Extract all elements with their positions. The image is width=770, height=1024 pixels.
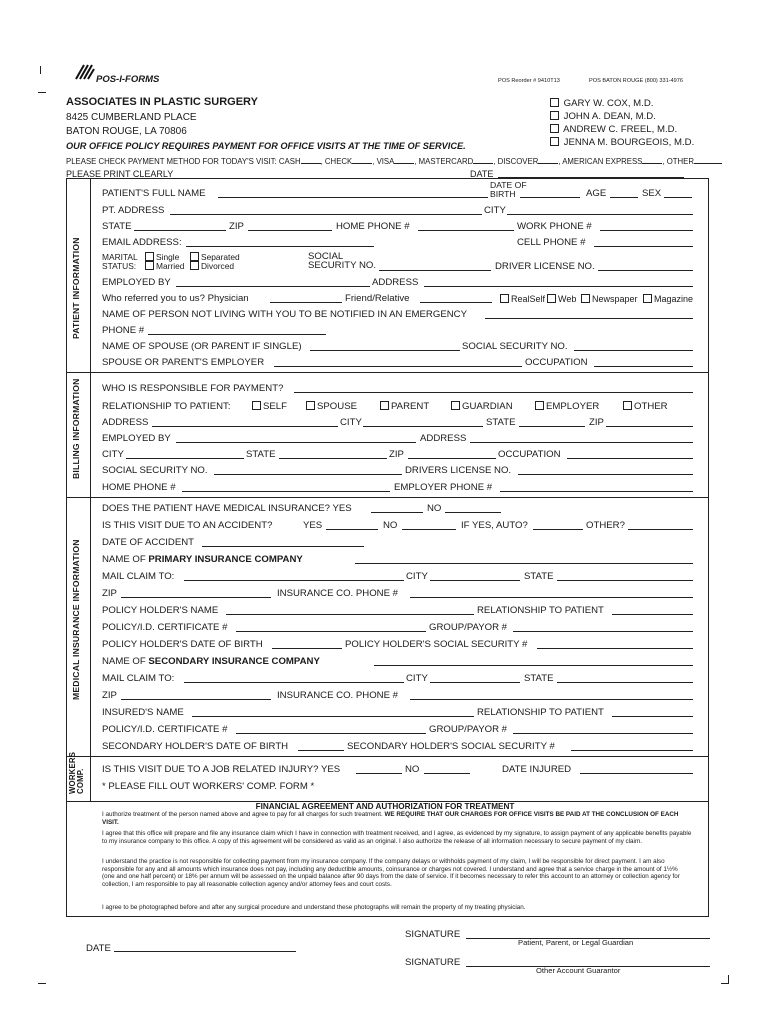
- marital-separated-checkbox[interactable]: [190, 252, 199, 261]
- form-date-label: DATE: [470, 169, 494, 179]
- agreement-paragraph-3: I understand the practice is not responsible for collecting payment from my insurance company. If the company delays or withholds payment of my claim, I will be responsible for direct payment. I am also responsible for any and all amounts which insurance does not pay, including any deductible amounts, coinsurance or charges not covered. I understand and agree that a service charge in the amount of 1½% (one and one half percent) or 18% per annum will be assessed on the unpaid balance after 90 days from the date of service. If it becomes necessary to refer this account to an attorney or collection agency for collection, I am responsible to pay all reasonable collection agency and/or attorney fees and court costs.: [102, 858, 680, 888]
- section-divider: [66, 372, 708, 373]
- rel-other-checkbox[interactable]: [623, 401, 632, 410]
- ssn-field[interactable]: [379, 270, 491, 271]
- magazine-label: Magazine: [654, 294, 694, 304]
- billing-address-field[interactable]: [152, 426, 338, 427]
- section-divider-vertical: [90, 178, 91, 801]
- email-field[interactable]: [186, 246, 374, 247]
- primary-city-label: CITY: [406, 571, 428, 582]
- spouse-ssn-label: SOCIAL SECURITY NO.: [462, 341, 568, 352]
- payment-cash-label: CASH: [278, 157, 301, 166]
- holder-dob-field[interactable]: [272, 648, 342, 649]
- job-injury-no-label: NO: [405, 764, 420, 775]
- age-field[interactable]: [610, 197, 638, 198]
- accident-no-field[interactable]: [402, 529, 456, 530]
- section-label-patient: PATIENT INFORMATION: [71, 237, 81, 339]
- work-phone-field[interactable]: [600, 230, 693, 231]
- employed-by-label: EMPLOYED BY: [102, 277, 171, 288]
- holder-dob-label: POLICY HOLDER'S DATE OF BIRTH: [102, 639, 263, 650]
- spouse-ssn-field[interactable]: [574, 350, 693, 351]
- payment-cash-blank[interactable]: [301, 163, 321, 164]
- accident-other-label: OTHER?: [586, 520, 625, 531]
- sec-holder-ssn-field[interactable]: [571, 750, 693, 751]
- practice-name: ASSOCIATES IN PLASTIC SURGERY: [66, 96, 258, 108]
- sec-holder-ssn-label: SECONDARY HOLDER'S SOCIAL SECURITY #: [347, 741, 555, 752]
- patient-full-name-label: PATIENT'S FULL NAME: [102, 188, 206, 199]
- pt-state-label: STATE: [102, 221, 132, 232]
- sec-holder-dob-label: SECONDARY HOLDER'S DATE OF BIRTH: [102, 741, 289, 752]
- realself-label: RealSelf: [511, 294, 546, 304]
- marital-divorced-checkbox[interactable]: [190, 261, 199, 270]
- primary-zip-label: ZIP: [102, 588, 117, 599]
- referred-by-label: Who referred you to us? Physician: [102, 293, 249, 304]
- rel-self-label: SELF: [263, 401, 287, 412]
- referred-physician-field[interactable]: [270, 302, 342, 303]
- emergency-phone-field[interactable]: [148, 334, 326, 335]
- web-label: Web: [558, 294, 577, 304]
- section-label-workers: WORKERS COMP.: [68, 751, 85, 794]
- section-label-insurance: MEDICAL INSURANCE INFORMATION: [71, 539, 81, 700]
- agreement-paragraph-2: I agree that this office will prepare and file any insurance claim which I have in connection with treatment received, and I agree, as evidenced by my signature, to assign payment of any applicable benefits payable to my insurance company to this office. A copy of this agreement will be considered as valid as an original. I also authorize the release of all information necessary to secure payment of my claim.: [102, 830, 692, 845]
- secondary-insurance-field[interactable]: [374, 665, 693, 666]
- insured-relationship-label: RELATIONSHIP TO PATIENT: [477, 707, 604, 718]
- rel-other-label: OTHER: [634, 401, 668, 412]
- primary-insurance-label: [102, 554, 303, 566]
- employed-by-field[interactable]: [176, 286, 370, 287]
- email-label: EMAIL ADDRESS:: [102, 237, 182, 248]
- secondary-ins-phone-label: INSURANCE CO. PHONE #: [277, 690, 399, 701]
- sec-holder-dob-field[interactable]: [298, 750, 344, 751]
- primary-state-field[interactable]: [557, 580, 693, 581]
- secondary-group-field[interactable]: [513, 733, 693, 734]
- rel-guardian: [451, 401, 513, 413]
- if-yes-auto-label: IF YES, AUTO?: [461, 520, 528, 531]
- marital-married-checkbox[interactable]: [145, 261, 154, 270]
- marital-separated-label: Separated: [201, 252, 240, 262]
- pt-zip-label: ZIP: [229, 221, 244, 232]
- billing-dl-label: DRIVERS LICENSE NO.: [405, 465, 512, 476]
- secondary-zip-label: ZIP: [102, 690, 117, 701]
- rel-parent: [380, 401, 429, 413]
- cell-phone-field[interactable]: [594, 246, 693, 247]
- signature-caption-2: Other Account Guarantor: [536, 966, 621, 975]
- practice-city: BATON ROUGE, LA 70806: [66, 126, 187, 137]
- signature-caption-1: Patient, Parent, or Legal Guardian: [518, 938, 634, 947]
- section-label-billing: BILLING INFORMATION: [71, 378, 81, 479]
- workers-comp-note: * PLEASE FILL OUT WORKERS' COMP. FORM *: [102, 781, 315, 792]
- signature-date-field[interactable]: [114, 951, 296, 952]
- billing-home-phone-field[interactable]: [182, 491, 390, 492]
- billing-ssn-field[interactable]: [214, 474, 402, 475]
- pt-city-label: CITY: [484, 205, 506, 216]
- accident-other-field[interactable]: [628, 529, 693, 530]
- referral-newspaper: [581, 293, 638, 305]
- secondary-city-label: CITY: [406, 673, 428, 684]
- accident-label: IS THIS VISIT DUE TO AN ACCIDENT?: [102, 520, 273, 531]
- secondary-city-field[interactable]: [430, 682, 520, 683]
- date-injured-field[interactable]: [580, 773, 693, 774]
- work-phone-label: WORK PHONE #: [517, 221, 592, 232]
- doctor-item: [550, 98, 653, 110]
- billing-employed-by-field[interactable]: [176, 442, 416, 443]
- crop-mark: [38, 92, 46, 93]
- payment-mastercard-blank[interactable]: [473, 163, 493, 164]
- secondary-policy-cert-field[interactable]: [236, 733, 426, 734]
- date-accident-label: DATE OF ACCIDENT: [102, 537, 195, 548]
- home-phone-field[interactable]: [418, 230, 514, 231]
- billing-city-field[interactable]: [363, 426, 483, 427]
- home-phone-label: HOME PHONE #: [336, 221, 410, 232]
- pos-contact: POS BATON ROUGE (800) 331-4976: [589, 78, 683, 84]
- secondary-insurance-title: SECONDARY INSURANCE COMPANY: [148, 656, 320, 667]
- doctor-name: GARY W. COX, M.D.: [563, 98, 654, 109]
- primary-policy-cert-label: POLICY/I.D. CERTIFICATE #: [102, 622, 228, 633]
- holder-name-label: POLICY HOLDER'S NAME: [102, 605, 219, 616]
- rel-parent-checkbox[interactable]: [380, 401, 389, 410]
- reorder-number: POS Reorder # 9410T13: [498, 78, 560, 84]
- secondary-ins-phone-field[interactable]: [410, 699, 693, 700]
- payment-other-label: , OTHER: [662, 157, 695, 166]
- job-injury-label: IS THIS VISIT DUE TO A JOB RELATED INJURY? YES: [102, 764, 341, 775]
- referred-friend-label: Friend/Relative: [345, 293, 410, 304]
- billing-employer-phone-field[interactable]: [500, 491, 693, 492]
- spouse-employer-label: SPOUSE OR PARENT'S EMPLOYER: [102, 357, 265, 368]
- secondary-group-label: GROUP/PAYOR #: [429, 724, 508, 735]
- billing-zip-label: ZIP: [589, 417, 604, 428]
- primary-mail-claim-field[interactable]: [184, 580, 404, 581]
- doctor-item: [550, 111, 656, 123]
- spouse-name-label: NAME OF SPOUSE (OR PARENT IF SINGLE): [102, 341, 302, 352]
- payment-prompt: PLEASE CHECK PAYMENT METHOD FOR TODAY'S VISIT:: [66, 157, 277, 166]
- marital-married: [145, 261, 184, 271]
- sex-label: SEX: [642, 188, 662, 199]
- realself-checkbox[interactable]: [500, 294, 509, 303]
- age-label: AGE: [586, 188, 607, 199]
- billing-zip-field[interactable]: [606, 426, 693, 427]
- billing-state-label: STATE: [486, 417, 516, 428]
- primary-ins-phone-field[interactable]: [410, 597, 693, 598]
- job-injury-yes-field[interactable]: [356, 773, 402, 774]
- holder-name-field[interactable]: [226, 614, 474, 615]
- billing-dl-field[interactable]: [518, 474, 693, 475]
- practice-street: 8425 CUMBERLAND PLACE: [66, 112, 197, 123]
- crop-mark: [38, 983, 46, 984]
- marital-divorced: [190, 261, 234, 271]
- spouse-employer-field[interactable]: [274, 366, 522, 367]
- primary-city-field[interactable]: [430, 580, 520, 581]
- office-policy: OUR OFFICE POLICY REQUIRES PAYMENT FOR OFFICE VISITS AT THE TIME OF SERVICE.: [66, 141, 466, 151]
- name-of-label: NAME OF: [102, 554, 146, 565]
- rel-parent-label: PARENT: [391, 401, 430, 412]
- billing-employer-phone-label: EMPLOYER PHONE #: [394, 482, 493, 493]
- rel-guardian-label: GUARDIAN: [462, 401, 513, 412]
- billing-emp-address-label: ADDRESS: [420, 433, 467, 444]
- referral-realself: [500, 293, 545, 305]
- primary-ins-phone-label: INSURANCE CO. PHONE #: [277, 588, 399, 599]
- billing-state2-field[interactable]: [279, 458, 387, 459]
- emergency-contact-label: NAME OF PERSON NOT LIVING WITH YOU TO BE NOTIFIED IN AN EMERGENCY: [102, 309, 467, 320]
- payment-visa-blank[interactable]: [394, 163, 414, 164]
- pos-logo: [75, 64, 95, 85]
- doctor-item: [550, 124, 677, 136]
- spouse-occupation-field[interactable]: [594, 366, 693, 367]
- marital-single-checkbox[interactable]: [145, 252, 154, 261]
- signature-date-label: DATE: [86, 943, 111, 954]
- responsible-party-field[interactable]: [294, 392, 693, 393]
- payment-amex-label: , AMERICAN EXPRESS: [558, 157, 643, 166]
- payment-other-blank[interactable]: [694, 163, 722, 164]
- emergency-contact-field[interactable]: [485, 318, 693, 319]
- payment-amex-blank[interactable]: [642, 163, 662, 164]
- holder-ssn-field[interactable]: [537, 648, 693, 649]
- billing-occupation-label: OCCUPATION: [498, 449, 561, 460]
- holder-ssn-label: POLICY HOLDER'S SOCIAL SECURITY #: [345, 639, 528, 650]
- date-injured-label: DATE INJURED: [502, 764, 572, 775]
- billing-state-field[interactable]: [519, 426, 585, 427]
- referral-web: [547, 293, 576, 305]
- billing-relationship-label: RELATIONSHIP TO PATIENT:: [102, 401, 231, 412]
- pt-address-label: PT. ADDRESS: [102, 205, 165, 216]
- primary-group-field[interactable]: [513, 631, 693, 632]
- print-clearly: PLEASE PRINT CLEARLY: [66, 169, 174, 179]
- accident-no-label: NO: [383, 520, 398, 531]
- crop-mark: [728, 975, 729, 983]
- signature-label-1: SIGNATURE: [405, 929, 461, 940]
- billing-zip2-label: ZIP: [389, 449, 404, 460]
- pt-zip-field[interactable]: [248, 230, 332, 231]
- pt-address-field[interactable]: [170, 214, 482, 215]
- doctor-item: [550, 137, 694, 149]
- pt-state-field[interactable]: [134, 230, 226, 231]
- web-checkbox[interactable]: [547, 294, 556, 303]
- accident-yes-label: YES: [303, 520, 323, 531]
- insured-name-field[interactable]: [192, 716, 474, 717]
- crop-mark: [40, 66, 41, 74]
- primary-insurance-field[interactable]: [355, 563, 693, 564]
- date-accident-field[interactable]: [202, 546, 364, 547]
- rel-spouse: [306, 401, 357, 413]
- secondary-zip-field[interactable]: [121, 699, 271, 700]
- rel-guardian-checkbox[interactable]: [451, 401, 460, 410]
- drivers-license-field[interactable]: [598, 270, 693, 271]
- primary-state-label: STATE: [524, 571, 554, 582]
- has-insurance-no-field[interactable]: [445, 512, 501, 513]
- primary-group-label: GROUP/PAYOR #: [429, 622, 508, 633]
- secondary-mail-claim-label: MAIL CLAIM TO:: [102, 673, 175, 684]
- auto-field[interactable]: [533, 529, 583, 530]
- cell-phone-label: CELL PHONE #: [517, 237, 586, 248]
- patient-full-name-field[interactable]: [218, 197, 488, 198]
- newspaper-checkbox[interactable]: [581, 294, 590, 303]
- billing-occupation-field[interactable]: [567, 458, 693, 459]
- accident-yes-field[interactable]: [326, 529, 378, 530]
- secondary-mail-claim-field[interactable]: [184, 682, 404, 683]
- payment-discover-blank[interactable]: [538, 163, 558, 164]
- rel-spouse-checkbox[interactable]: [306, 401, 315, 410]
- billing-city-label: CITY: [340, 417, 362, 428]
- payment-discover-label: , DISCOVER: [493, 157, 539, 166]
- primary-insurance-title: PRIMARY INSURANCE COMPANY: [148, 554, 303, 565]
- pt-city-field[interactable]: [507, 214, 693, 215]
- agreement-p1-text: I authorize treatment of the person named above and agree to pay for all charges for such treatment.: [102, 811, 385, 818]
- holder-relationship-label: RELATIONSHIP TO PATIENT: [477, 605, 604, 616]
- crop-mark: [721, 983, 729, 984]
- has-insurance-no-label: NO: [427, 503, 442, 514]
- magazine-checkbox[interactable]: [643, 294, 652, 303]
- billing-state2-label: STATE: [246, 449, 276, 460]
- payment-visa-label: , VISA: [372, 157, 395, 166]
- rel-other: [623, 401, 668, 413]
- ssn-label: SOCIAL SECURITY NO.: [308, 251, 377, 271]
- agreement-paragraph-4: I agree to be photographed before and after any surgical procedure and understand these photographs will remain the property of my treating physician.: [102, 904, 526, 911]
- section-divider: [66, 497, 708, 498]
- section-divider: [66, 756, 708, 757]
- doctor-checkbox[interactable]: [550, 137, 559, 146]
- sex-field[interactable]: [664, 197, 692, 198]
- job-injury-no-field[interactable]: [424, 773, 470, 774]
- referred-friend-field[interactable]: [420, 302, 492, 303]
- billing-emp-address-field[interactable]: [470, 442, 693, 443]
- secondary-state-label: STATE: [524, 673, 554, 684]
- has-insurance-label: DOES THE PATIENT HAVE MEDICAL INSURANCE? YES: [102, 503, 352, 514]
- primary-mail-claim-label: MAIL CLAIM TO:: [102, 571, 175, 582]
- marital-single-label: Single: [156, 252, 180, 262]
- employer-address-label: ADDRESS: [372, 277, 419, 288]
- agreement-p1-bold: WE REQUIRE THAT OUR CHARGES FOR OFFICE VISITS BE PAID AT THE CONCLUSION OF EACH VISIT.: [102, 811, 679, 826]
- secondary-insurance-label: [102, 656, 320, 668]
- billing-city2-field[interactable]: [126, 458, 244, 459]
- billing-home-phone-label: HOME PHONE #: [102, 482, 176, 493]
- drivers-license-label: DRIVER LICENSE NO.: [495, 261, 595, 272]
- secondary-policy-cert-label: POLICY/I.D. CERTIFICATE #: [102, 724, 228, 735]
- rel-employer-checkbox[interactable]: [535, 401, 544, 410]
- holder-relationship-field[interactable]: [612, 614, 693, 615]
- primary-policy-cert-field[interactable]: [236, 631, 426, 632]
- primary-zip-field[interactable]: [121, 597, 271, 598]
- rel-spouse-label: SPOUSE: [317, 401, 357, 412]
- billing-zip2-field[interactable]: [408, 458, 496, 459]
- rel-self: [252, 401, 287, 413]
- has-insurance-yes-field[interactable]: [371, 512, 423, 513]
- payment-check-label: , CHECK: [320, 157, 353, 166]
- doctor-name: ANDREW C. FREEL, M.D.: [563, 124, 678, 135]
- employer-address-field[interactable]: [424, 286, 693, 287]
- doctor-name: JOHN A. DEAN, M.D.: [563, 111, 656, 122]
- payment-check-blank[interactable]: [352, 163, 372, 164]
- responsible-party-label: WHO IS RESPONSIBLE FOR PAYMENT?: [102, 383, 284, 394]
- rel-employer-label: EMPLOYER: [546, 401, 600, 412]
- billing-address-label: ADDRESS: [102, 417, 149, 428]
- marital-status-label: MARITAL STATUS:: [102, 252, 138, 271]
- name-of-label: NAME OF: [102, 656, 146, 667]
- agreement-title: FINANCIAL AGREEMENT AND AUTHORIZATION FOR TREATMENT: [255, 802, 515, 811]
- secondary-state-field[interactable]: [557, 682, 693, 683]
- dob-field[interactable]: [520, 197, 580, 198]
- doctor-checkbox[interactable]: [550, 98, 559, 107]
- billing-employed-by-label: EMPLOYED BY: [102, 433, 171, 444]
- signature-label-2: SIGNATURE: [405, 957, 461, 968]
- marital-divorced-label: Divorced: [201, 261, 235, 271]
- agreement-paragraph-1: [102, 811, 692, 826]
- doctor-name: JENNA M. BOURGEOIS, M.D.: [563, 137, 695, 148]
- billing-city2-label: CITY: [102, 449, 124, 460]
- doctor-checkbox[interactable]: [550, 111, 559, 120]
- spouse-name-field[interactable]: [310, 350, 460, 351]
- emergency-phone-label: PHONE #: [102, 325, 145, 336]
- payment-mastercard-label: , MASTERCARD: [414, 157, 474, 166]
- billing-ssn-label: SOCIAL SECURITY NO.: [102, 465, 208, 476]
- rel-self-checkbox[interactable]: [252, 401, 261, 410]
- logo-text: POS-I-FORMS: [96, 74, 160, 85]
- referral-magazine: [643, 293, 693, 305]
- spouse-occupation-label: OCCUPATION: [525, 357, 588, 368]
- insured-name-label: INSURED'S NAME: [102, 707, 184, 718]
- rel-employer: [535, 401, 599, 413]
- newspaper-label: Newspaper: [592, 294, 638, 304]
- dob-label: DATE OF BIRTH: [490, 180, 527, 199]
- payment-method-row: [66, 156, 722, 168]
- marital-married-label: Married: [156, 261, 185, 271]
- insured-relationship-field[interactable]: [612, 716, 693, 717]
- doctor-checkbox[interactable]: [550, 124, 559, 133]
- pos-logo-icon: [75, 64, 95, 80]
